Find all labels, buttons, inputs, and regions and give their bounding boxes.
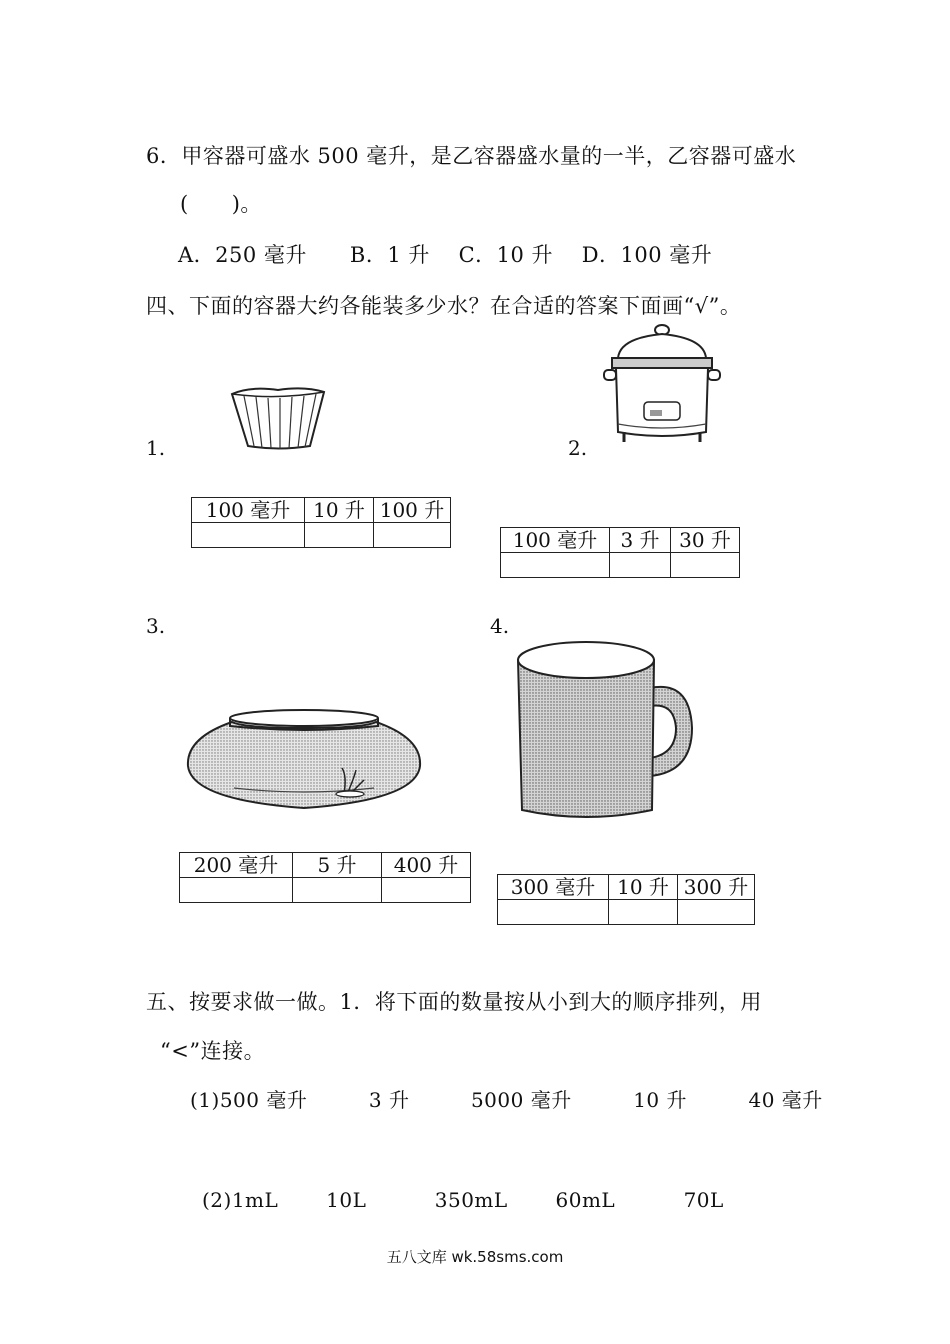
- footer-watermark: 五八文库 wk.58sms.com: [386, 1248, 564, 1266]
- section5-row1: (1)500 毫升 3 升 5000 毫升 10 升 40 毫升: [190, 1088, 823, 1112]
- item2-choice-b: 3 升: [610, 528, 671, 553]
- item2-number: 2.: [568, 436, 588, 460]
- item3-check-a[interactable]: [180, 878, 293, 903]
- item2-check-a[interactable]: [501, 553, 610, 578]
- q6-stem-line1: 6．甲容器可盛水 500 毫升，是乙容器盛水量的一半，乙容器可盛水: [146, 144, 797, 168]
- item3-number: 3.: [146, 614, 166, 638]
- item3-choice-a: 200 毫升: [180, 853, 293, 878]
- item4-choice-c: 300 升: [678, 875, 755, 900]
- item3-check-b[interactable]: [293, 878, 382, 903]
- q6-answer-blank: ( )。: [180, 192, 262, 216]
- item1-choice-a: 100 毫升: [192, 498, 305, 523]
- item4-check-a[interactable]: [498, 900, 609, 925]
- mug-icon: [514, 638, 704, 828]
- section5-title: 五、按要求做一做。1．将下面的数量按从小到大的顺序排列，用: [146, 990, 762, 1014]
- item4-choice-b: 10 升: [609, 875, 678, 900]
- item1-choice-c: 100 升: [374, 498, 451, 523]
- rice-cooker-icon: [600, 320, 725, 450]
- section4-title: 四、下面的容器大约各能装多少水？在合适的答案下面画“√”。: [146, 294, 742, 318]
- item3-answer-table: [179, 852, 471, 903]
- section5-title-cont: “<”连接。: [160, 1039, 266, 1063]
- item2-choice-c: 30 升: [671, 528, 740, 553]
- item3-check-c[interactable]: [382, 878, 471, 903]
- item1-check-b[interactable]: [305, 523, 374, 548]
- item2-choice-a: 100 毫升: [501, 528, 610, 553]
- item1-check-c[interactable]: [374, 523, 451, 548]
- item4-number: 4.: [490, 614, 510, 638]
- item2-check-c[interactable]: [671, 553, 740, 578]
- item1-answer-table: [191, 497, 451, 548]
- item4-check-b[interactable]: [609, 900, 678, 925]
- item4-check-c[interactable]: [678, 900, 755, 925]
- q6-options: A．250 毫升 B．1 升 C．10 升 D．100 毫升: [178, 243, 713, 267]
- item1-choice-b: 10 升: [305, 498, 374, 523]
- item2-check-b[interactable]: [610, 553, 671, 578]
- item3-choice-c: 400 升: [382, 853, 471, 878]
- item3-choice-b: 5 升: [293, 853, 382, 878]
- item1-number: 1.: [146, 436, 166, 460]
- paper-cup-icon: [228, 382, 328, 452]
- item1-check-a[interactable]: [192, 523, 305, 548]
- item4-answer-table: [497, 874, 755, 925]
- fish-bowl-icon: [184, 704, 424, 814]
- item4-choice-a: 300 毫升: [498, 875, 609, 900]
- item2-answer-table: [500, 527, 740, 578]
- section5-row2: (2)1mL 10L 350mL 60mL 70L: [202, 1188, 724, 1212]
